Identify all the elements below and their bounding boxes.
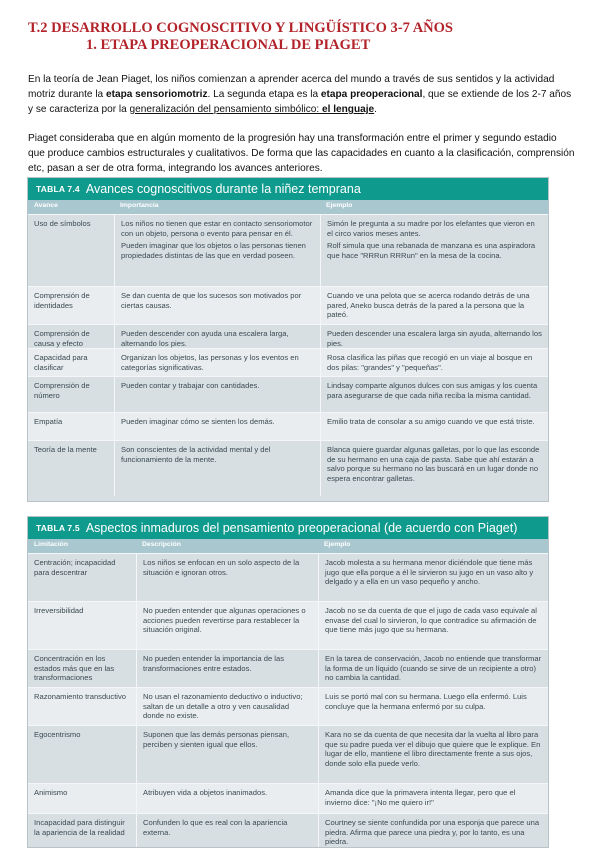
table-title: Aspectos inmaduros del pensamiento preoperacional (de acuerdo con Piaget) xyxy=(85,521,518,535)
table-body xyxy=(28,553,548,847)
table-cell xyxy=(318,602,548,649)
column-header: Ejemplo xyxy=(324,541,351,548)
subtitle-line: 1. ETAPA PREOPERACIONAL DE PIAGET xyxy=(86,37,371,53)
p1-underlined: generalización del pensamiento simbólico: xyxy=(129,104,322,115)
table-cell xyxy=(320,349,548,376)
column-header: Limitación xyxy=(34,541,68,548)
column-headers xyxy=(28,200,548,214)
cell-text: Kara no se da cuenta de que necesita dar la vuelta al libro para que su padre pueda ver el dibujo que quiere que le explique. En lugar de ello, mantiene el libro directamente frente a sus ojos, donde solo ella puede verlo. xyxy=(325,730,541,768)
cell-text: Emilio trata de consolar a su amigo cuando ve que está triste. xyxy=(327,417,535,426)
cell-text: Amanda dice que la primavera intenta llegar, pero que el invierno dice: "¡No me quiero ir!" xyxy=(325,788,516,807)
table-row xyxy=(28,348,548,376)
cell-text: Confunden lo que es real con la apariencia externa. xyxy=(143,818,288,837)
table-header-bar xyxy=(28,517,548,539)
table-cell xyxy=(136,602,318,649)
table-cell xyxy=(318,554,548,601)
cell-text: Teoría de la mente xyxy=(34,445,97,454)
cell-text: Rolf simula que una rebanada de manzana es una aspiradora que hace "RRRun RRRun" en la mesa de la cocina. xyxy=(327,241,536,260)
table-cell xyxy=(136,784,318,813)
cell-text: Jacob no se da cuenta de que el jugo de cada vaso equivale al envase del cual lo sirvieron, lo que contradice su afirmación de que tiene más jugo que su hermana. xyxy=(325,606,537,635)
table-cell xyxy=(114,441,320,496)
table-cell xyxy=(136,814,318,847)
table-cell xyxy=(114,349,320,376)
table-body xyxy=(28,214,548,496)
table-cell xyxy=(320,215,548,286)
table-row xyxy=(28,412,548,440)
cell-text: Egocentrismo xyxy=(34,730,81,739)
table-cell xyxy=(28,325,114,348)
cell-text: Se dan cuenta de que los sucesos son motivados por ciertas causas. xyxy=(121,291,302,310)
table-cell xyxy=(114,377,320,412)
p1-bold-sensoriomotriz: etapa sensoriomotriz xyxy=(105,89,208,100)
table-number: TABLA 7.4 xyxy=(36,184,80,194)
column-header: Ejemplo xyxy=(326,202,353,209)
cell-text: Pueden descender con ayuda una escalera larga, alternando los pies. xyxy=(121,329,289,348)
cell-text: No pueden entender la importancia de las transformaciones entre estados. xyxy=(143,654,284,673)
p1-text-1: En la teoría de Jean Piaget, los niños comienzan a aprender acerca del mundo a través de sus sentidos y la actividad motriz durante la xyxy=(28,74,555,100)
cell-text: Comprensión de número xyxy=(34,381,90,400)
table-cell xyxy=(28,602,136,649)
table-cell xyxy=(28,377,114,412)
table-title: Avances cognoscitivos durante la niñez temprana xyxy=(85,182,361,196)
cell-text: Capacidad para clasificar xyxy=(34,353,88,372)
table-row xyxy=(28,813,548,847)
table-cell xyxy=(114,413,320,440)
cell-text: Organizan los objetos, las personas y los eventos en categorías significativas. xyxy=(121,353,299,372)
cell-text: Pueden imaginar que los objetos o las personas tienen propiedades distintas de las que en verdad poseen. xyxy=(121,241,306,260)
table-cell xyxy=(320,441,548,496)
table-cell xyxy=(320,377,548,412)
table-row xyxy=(28,601,548,649)
table-cell xyxy=(114,287,320,324)
cell-text: Pueden descender una escalera larga sin ayuda, alternando los pies. xyxy=(327,329,542,348)
cell-text: Simón le pregunta a su madre por los elefantes que vieron en el circo varios meses antes. xyxy=(327,219,535,238)
cell-text: Comprensión de causa y efecto xyxy=(34,329,90,348)
table-cell xyxy=(28,554,136,601)
table-cell xyxy=(28,688,136,725)
cell-text: Pueden contar y trabajar con cantidades. xyxy=(121,381,260,390)
table-cell xyxy=(136,688,318,725)
table-cell xyxy=(28,349,114,376)
table-cell xyxy=(28,814,136,847)
table-cell xyxy=(318,814,548,847)
paragraph-intro xyxy=(28,72,576,117)
table-cell xyxy=(318,650,548,687)
cell-text: Incapacidad para distinguir la apariencia de la realidad xyxy=(34,818,125,837)
cell-text: Luis se portó mal con su hermana. Luego ella enfermó. Luis concluye que la hermana enfermó por su culpa. xyxy=(325,692,527,711)
cell-text: Suponen que las demás personas piensan, perciben y sienten igual que ellos. xyxy=(143,730,290,749)
table-avances-cognoscitivos xyxy=(27,177,549,502)
cell-text: Rosa clasifica las piñas que recogió en un viaje al bosque en dos pilas: "grandes" y "pequeñas". xyxy=(327,353,533,372)
table-row xyxy=(28,440,548,496)
cell-text: Razonamiento transductivo xyxy=(34,692,127,701)
cell-text: Concentración en los estados más que en las transformaciones xyxy=(34,654,115,683)
table-cell xyxy=(136,726,318,783)
cell-text: Atribuyen vida a objetos inanimados. xyxy=(143,788,268,797)
p1-text-4: . xyxy=(374,104,377,115)
table-cell xyxy=(28,413,114,440)
cell-text: Cuando ve una pelota que se acerca rodando detrás de una pared, Aneko busca detrás de la pared a la persona que la pateó. xyxy=(327,291,530,320)
table-row xyxy=(28,783,548,813)
column-header: Descripción xyxy=(142,541,181,548)
table-row xyxy=(28,286,548,324)
table-cell xyxy=(28,784,136,813)
cell-text: No usan el razonamiento deductivo o inductivo; saltan de un detalle a otro y ven causalidad donde no existe. xyxy=(143,692,303,721)
table-cell xyxy=(114,325,320,348)
table-cell xyxy=(318,784,548,813)
table-row xyxy=(28,687,548,725)
document-title xyxy=(28,20,453,54)
cell-text: Blanca quiere guardar algunas galletas, por lo que las esconde de su hermano en una caja de pasta. Sabe que ahí estarán a salvo porque su hermano no las buscará en un lugar donde no espera encontrar galletas. xyxy=(327,445,540,483)
cell-text: Empatía xyxy=(34,417,63,426)
table-cell xyxy=(28,441,114,496)
cell-text: Pueden imaginar cómo se sienten los demás. xyxy=(121,417,275,426)
column-header: Avance xyxy=(34,202,58,209)
paragraph-piaget: Piaget consideraba que en algún momento de la progresión hay una transformación entre el primer y segundo estadio que produce cambios estructurales y cualitativos. De forma que las capacidades en cuanto a la clasificación, comprensión etc, pasan a ser de otra forma, integrando los avances anteriores. xyxy=(28,133,575,174)
cell-text: Centración; incapacidad para descentrar xyxy=(34,558,116,577)
cell-text: Jacob molesta a su hermana menor diciéndole que tiene más jugo que ella porque a él le sirvieron su jugo en un vaso alto y delgado y a ella en un vaso pequeño y ancho. xyxy=(325,558,534,587)
table-row xyxy=(28,725,548,783)
table-row xyxy=(28,324,548,348)
p1-text-2: . La segunda etapa es la xyxy=(207,89,321,100)
cell-text: Los niños se enfocan en un solo aspecto de la situación e ignoran otros. xyxy=(143,558,300,577)
title-line: T.2 DESARROLLO COGNOSCITIVO Y LINGÜÍSTICO 3-7 AÑOS xyxy=(28,20,453,36)
column-headers xyxy=(28,539,548,553)
table-cell xyxy=(28,726,136,783)
table-cell xyxy=(318,726,548,783)
table-cell xyxy=(136,650,318,687)
table-cell xyxy=(28,215,114,286)
table-row xyxy=(28,649,548,687)
table-header-bar xyxy=(28,178,548,200)
table-aspectos-inmaduros xyxy=(27,516,549,848)
cell-text: Lindsay comparte algunos dulces con sus amigas y los cuenta para asegurarse de que cada niña reciba la misma cantidad. xyxy=(327,381,538,400)
table-row xyxy=(28,214,548,286)
p1-text-3: , que se extiende de los 2-7 años y se caracteriza por la xyxy=(28,89,572,115)
table-cell xyxy=(28,650,136,687)
table-cell xyxy=(28,287,114,324)
table-row xyxy=(28,553,548,601)
cell-text: Son conscientes de la actividad mental y del funcionamiento de la mente. xyxy=(121,445,271,464)
cell-text: Animismo xyxy=(34,788,68,797)
cell-text: Courtney se siente confundida por una esponja que parece una piedra. Afirma que parece una piedra y, por lo tanto, es una piedra. xyxy=(325,818,540,847)
cell-text: Uso de símbolos xyxy=(34,219,91,228)
table-number: TABLA 7.5 xyxy=(36,523,80,533)
table-row xyxy=(28,376,548,412)
table-cell xyxy=(114,215,320,286)
table-cell xyxy=(320,413,548,440)
column-header: Importancia xyxy=(120,202,159,209)
p1-bold-underlined: el lenguaje xyxy=(322,104,375,115)
cell-text: Comprensión de identidades xyxy=(34,291,90,310)
cell-text: No pueden entender que algunas operaciones o acciones pueden revertirse para restablecer la situación original. xyxy=(143,606,306,635)
table-cell xyxy=(136,554,318,601)
cell-text: Irreversibilidad xyxy=(34,606,84,615)
table-cell xyxy=(320,287,548,324)
cell-text: En la tarea de conservación, Jacob no entiende que transformar la forma de un líquido (cuando se sirve de un recipiente a otro) no cambia la cantidad. xyxy=(325,654,542,683)
table-cell xyxy=(318,688,548,725)
table-cell xyxy=(320,325,548,348)
p1-bold-preoperacional: etapa preoperacional xyxy=(320,89,423,100)
cell-text: Los niños no tienen que estar en contacto sensoriomotor con un objeto, persona o evento para pensar en él. xyxy=(121,219,313,238)
